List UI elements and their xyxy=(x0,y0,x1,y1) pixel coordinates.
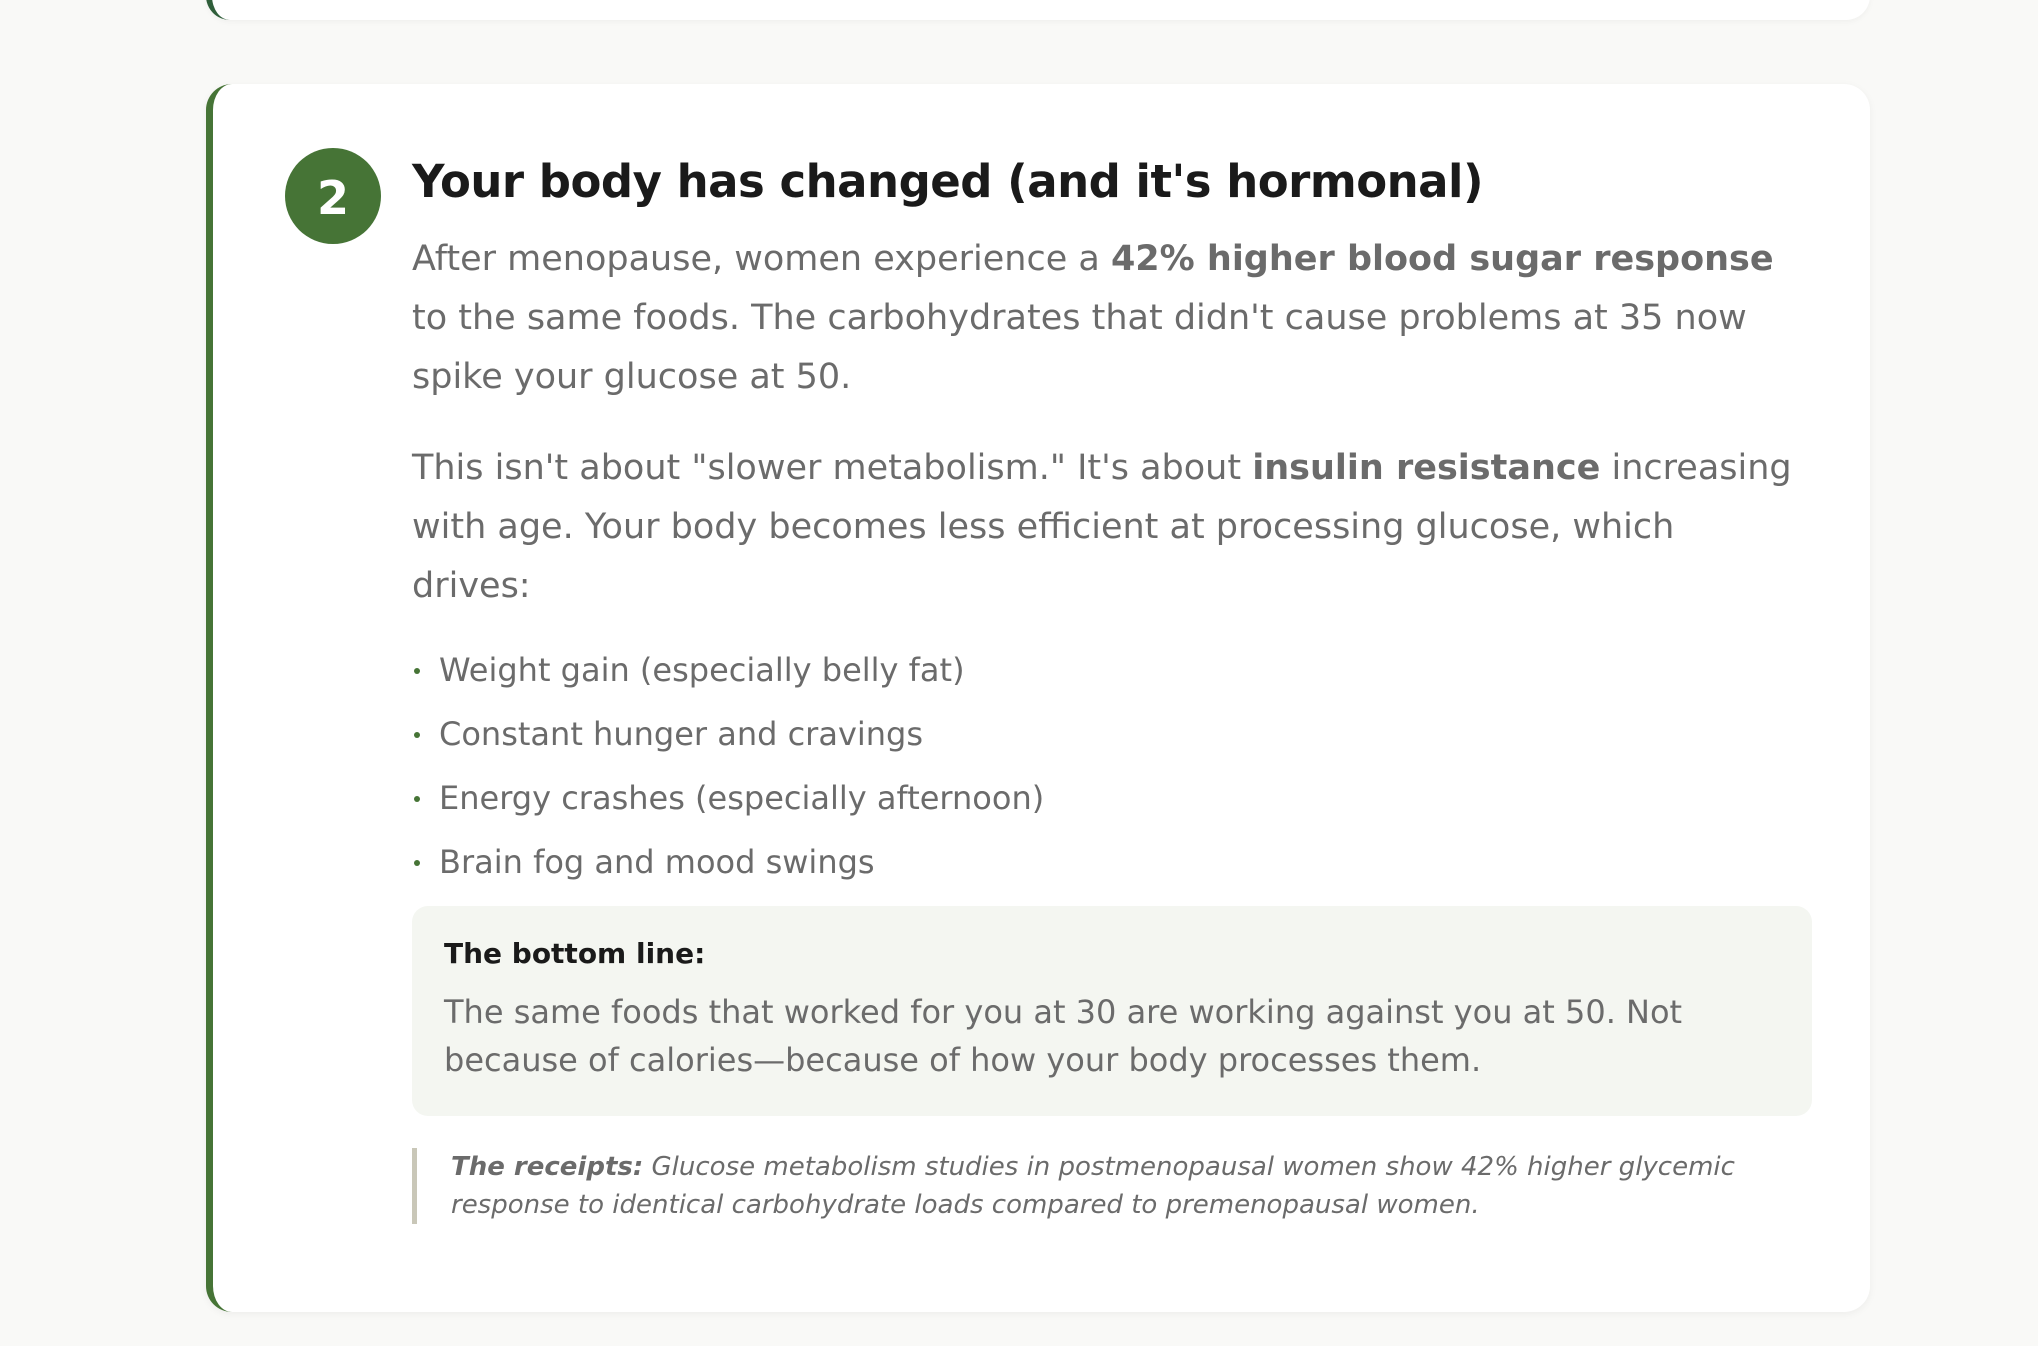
paragraph-menopause-highlight: 42% higher blood sugar response xyxy=(1110,239,1774,280)
receipts-quote xyxy=(412,1148,1804,1224)
paragraph-menopause xyxy=(412,230,1804,407)
step-content xyxy=(412,154,1804,1224)
bullet-dot-icon xyxy=(414,796,420,802)
symptom-list xyxy=(412,650,1804,882)
list-item xyxy=(412,714,1804,754)
paragraph-insulin-text-start: This isn't about "slower metabolism." It's about xyxy=(412,448,1253,489)
step-number-badge: 2 xyxy=(285,148,381,244)
bullet-dot-icon xyxy=(414,668,420,674)
receipts-label: The receipts: xyxy=(451,1152,644,1183)
paragraph-menopause-text-end: to the same foods. The carbohydrates that didn't cause problems at 35 now spike your glucose at 50. xyxy=(412,298,1747,398)
list-item xyxy=(412,778,1804,818)
paragraph-insulin-highlight: insulin resistance xyxy=(1252,448,1601,489)
step-card xyxy=(206,84,1870,1312)
list-item-text: Brain fog and mood swings xyxy=(439,843,875,882)
bullet-dot-icon xyxy=(414,860,420,866)
paragraph-insulin xyxy=(412,439,1804,616)
paragraph-insulin-text-end: increasing with age. Your body becomes less efficient at processing glucose, which drives: xyxy=(412,448,1792,607)
list-item-text: Energy crashes (especially afternoon) xyxy=(439,779,1045,818)
list-item-text: Weight gain (especially belly fat) xyxy=(439,651,965,690)
bottom-line-title: The bottom line: xyxy=(444,937,706,971)
step-title: Your body has changed (and it's hormonal) xyxy=(412,155,1484,208)
bullet-dot-icon xyxy=(414,732,420,738)
bottom-line-callout xyxy=(412,906,1812,1116)
bottom-line-text: The same foods that worked for you at 30 are working against you at 50. Not because of calories—because of how your body processes them. xyxy=(444,993,1683,1080)
list-item xyxy=(412,650,1804,690)
list-item-text: Constant hunger and cravings xyxy=(439,715,924,754)
receipts-text: Glucose metabolism studies in postmenopausal women show 42% higher glycemic response to identical carbohydrate loads compared to premenopausal women. xyxy=(451,1152,1735,1221)
list-item xyxy=(412,842,1804,882)
previous-card-bottom xyxy=(206,0,1870,20)
paragraph-menopause-text-start: After menopause, women experience a xyxy=(412,239,1111,280)
